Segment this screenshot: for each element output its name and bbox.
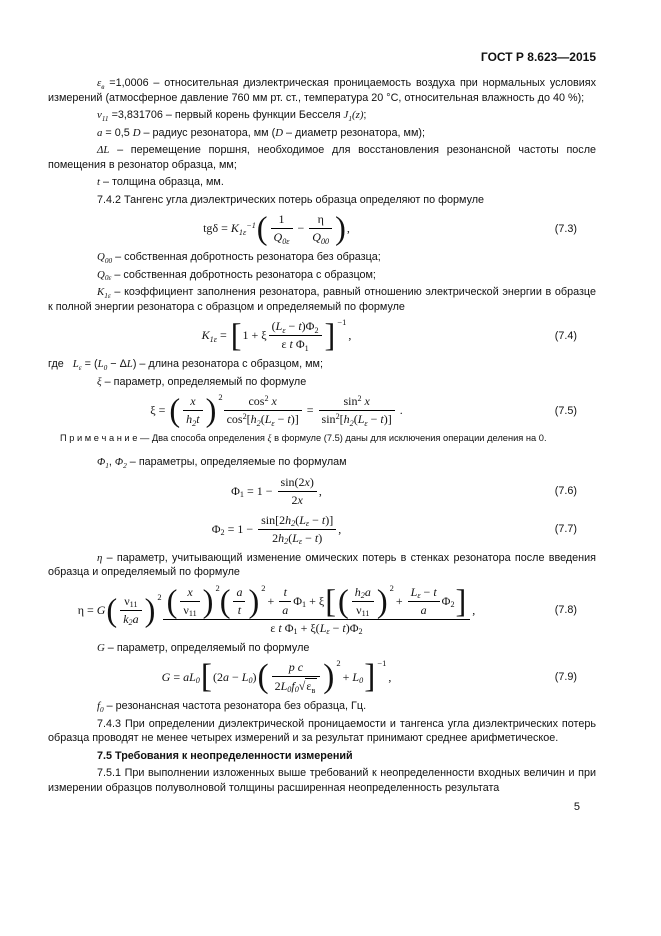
text-run: П р и м е ч а н и е — Два способа определения: [60, 433, 268, 443]
paragraph-phi-params: [48, 455, 596, 470]
math-token: t: [314, 530, 319, 545]
text-run: где: [48, 358, 73, 370]
math-token: $L_0$: [241, 669, 253, 686]
fraction: [183, 394, 202, 427]
math-token: −: [274, 412, 288, 426]
math-token: t: [298, 319, 302, 333]
text-run: ξ: [97, 375, 102, 388]
math-token: $\nu_{11}$: [183, 602, 197, 619]
paragraph-epsilon-air: [48, 76, 596, 105]
math-token: a: [420, 602, 427, 617]
math-token: [: [339, 412, 344, 426]
math-token: +: [392, 593, 406, 608]
math-token: x: [304, 474, 310, 489]
math-token: $K_{1\varepsilon}$: [201, 328, 217, 344]
math-token: −: [285, 319, 299, 333]
math-token: [: [246, 412, 251, 426]
formula-7-7-number: (7.7): [554, 523, 577, 535]
text-run: $\Phi_1$: [97, 456, 109, 470]
text-run: – собственная добротность резонатора без образца;: [112, 251, 381, 263]
text-run: – коэффициент заполнения резонатора, равный отношению электрической энергии в образце к полной энергии резонатора с образцом и определяемый по формуле: [48, 286, 596, 313]
fraction: [224, 394, 302, 427]
math-token: sin(2: [280, 474, 305, 489]
math-token: x: [364, 394, 370, 408]
math-token: ): [301, 319, 306, 333]
paragraph-q0e: [48, 268, 596, 283]
math-token: + ξ: [306, 593, 325, 608]
formula-7-5: [48, 394, 596, 427]
math-token: = 1 −: [243, 483, 276, 498]
math-token: =: [218, 221, 231, 235]
math-token: $L_0$: [352, 669, 364, 686]
math-token: + ξ(: [297, 620, 320, 635]
math-token: t: [321, 512, 326, 527]
math-token: −: [329, 620, 343, 635]
formula-7-5-number: (7.5): [554, 404, 577, 417]
paragraph-xi: [48, 375, 596, 390]
text-run: – перемещение поршня, необходимое для восстановления резонансной частоты после помещения в резонатор образца, мм;: [48, 144, 596, 171]
fenced-group: ( $\frac{a}{t}$ ) 2: [219, 582, 266, 619]
formula-7-9-number: (7.9): [554, 671, 577, 683]
paragraph-thickness-t: [48, 175, 596, 190]
text-run: – диаметр резонатора, мм);: [283, 126, 425, 139]
text-run: 7.5 Требования к неопределенности измерений: [97, 749, 353, 762]
formula-7-8: [48, 582, 596, 637]
formula-7-8-number: (7.8): [554, 604, 577, 616]
fenced-group: ( $\frac{1}{Q_{0\varepsilon}}$ − $\frac{\eta}{Q_{00}}$ ): [256, 210, 346, 247]
math-token: x: [190, 394, 196, 408]
fraction: [180, 585, 199, 618]
formula-7-8-math: [48, 582, 505, 637]
formula-7-9-math: [48, 660, 505, 694]
paragraph-gde-le: [48, 357, 596, 372]
text-run: – резонансная частота резонатора без образца, Гц.: [103, 700, 367, 712]
math-token: 1: [278, 212, 285, 226]
math-token: ,: [472, 602, 476, 617]
formula-7-3-number: (7.3): [554, 222, 577, 235]
math-token: 2: [274, 678, 281, 693]
math-token: ξ =: [150, 403, 169, 417]
math-token: t: [196, 412, 200, 426]
math-token: $L_\varepsilon$: [410, 584, 421, 601]
heading-7-5: [48, 749, 596, 764]
text-run: ξ: [267, 434, 272, 444]
math-token: ε: [281, 337, 290, 351]
math-token: )]: [290, 412, 299, 426]
text-run: – толщина образца, мм.: [100, 176, 224, 188]
fenced-group: ( p c 2 $L_0$ $f_0$ √ $\varepsilon_в$ ) 2: [257, 658, 341, 696]
math-token: $\nu_{11}$: [124, 593, 138, 610]
fenced-group: ( $h_2$ a $\nu_{11}$ ) 2: [338, 582, 394, 619]
math-token: $h_2$: [250, 412, 261, 428]
math-token: $f_0$: [291, 678, 299, 695]
math-token: a: [364, 584, 371, 599]
text-run: ,: [108, 456, 115, 468]
math-token: $L_\varepsilon$: [357, 412, 368, 428]
math-token: $\Phi_2$: [211, 521, 225, 538]
math-token: $K_{1\varepsilon}^{-1}$: [230, 220, 256, 237]
math-token: G: [96, 602, 106, 617]
paragraph-7-4-2: [48, 193, 596, 208]
math-token: x: [297, 492, 303, 507]
paragraph-radius-a: [48, 126, 596, 141]
math-token: $\sin^2$: [321, 411, 340, 426]
math-token: (: [288, 530, 293, 545]
math-token: −: [420, 584, 434, 599]
math-token: $L_\varepsilon$: [264, 412, 275, 428]
math-token: (: [295, 512, 300, 527]
text-run: $K_{1\varepsilon}$: [97, 286, 111, 300]
fraction: [352, 585, 374, 618]
paragraph-nu11-bessel-root: [48, 108, 596, 123]
math-token: −: [228, 669, 242, 684]
math-token: $\Phi_1$: [231, 483, 244, 500]
text-run: – параметр, определяемый по формуле: [104, 641, 310, 654]
text-run: $\varepsilon_в$: [97, 77, 105, 91]
fraction: [233, 585, 245, 618]
text-run: − Δ: [107, 358, 127, 370]
math-token: $h_2$: [278, 530, 289, 547]
math-token: t: [433, 584, 437, 599]
paragraph-g-param: [48, 641, 596, 656]
text-run: $Q_{0\varepsilon}$: [97, 268, 112, 283]
paragraph-7-4-3: [48, 717, 596, 746]
math-token: (2: [212, 669, 223, 684]
text-run: = (: [81, 358, 98, 370]
fraction: [163, 582, 471, 637]
math-token: =: [170, 669, 184, 684]
text-run: в формуле (7.5) даны для исключения операции деления на 0.: [271, 433, 547, 443]
fraction: [271, 212, 293, 245]
formula-7-3: [48, 212, 596, 245]
math-token: ): [318, 530, 323, 545]
math-token: t: [287, 412, 291, 426]
formula-7-7-math: [48, 513, 505, 546]
math-token: $\Phi_1$: [293, 593, 307, 610]
math-token: )$\Phi_2$: [345, 620, 363, 637]
text-run: =1,0006 – относительная диэлектрическая проницаемость воздуха при нормальных условиях измерений (атмосферное давление 760 мм рт. ст., температура 20 °С, относительная влажность до 40 %);: [48, 77, 596, 104]
math-token: −: [294, 221, 308, 235]
math-token: $L_\varepsilon$: [275, 319, 286, 335]
math-token: $L_\varepsilon$: [299, 512, 310, 529]
formula-7-7: [48, 513, 596, 546]
math-token: ): [309, 474, 314, 489]
math-token: p c: [288, 660, 304, 674]
text-run: – параметр, определяемый по формуле: [101, 375, 307, 388]
math-token: δ: [212, 221, 219, 235]
math-token: tg: [203, 221, 213, 235]
fraction: [309, 212, 332, 245]
math-token: .: [396, 403, 403, 417]
text-run: – параметр, учитывающий изменение омических потерь в стенках резонатора после введения образца и определяемый по формуле: [48, 551, 596, 578]
fenced-group: ( x $h_2$ t ) 2: [169, 392, 223, 429]
paragraph-k1e: [48, 285, 596, 314]
math-token: ,: [345, 328, 352, 342]
fraction: [269, 319, 322, 352]
text-run: G: [97, 641, 105, 654]
text-run: D: [275, 126, 283, 139]
fenced-group: ( $\frac{x}{\nu_{11}}$ ) 2: [166, 582, 220, 619]
math-token: ): [252, 669, 257, 684]
text-run: $L_0$: [97, 358, 108, 372]
math-token: $\Phi_2$: [441, 593, 455, 610]
math-token: $\sin^2$: [343, 393, 362, 408]
text-run: $J_1$: [343, 109, 353, 123]
math-token: t: [380, 412, 384, 426]
formula-7-6: [48, 475, 596, 508]
text-run: $Q_{00}$: [97, 251, 113, 265]
text-run: D: [132, 126, 141, 139]
fenced-group: ( $\nu_{11}$ $k_2$ a ) 2: [106, 591, 162, 628]
math-token: $\Phi_1$: [292, 337, 309, 353]
note-division-by-zero: [48, 432, 596, 446]
math-token: (: [271, 319, 276, 333]
math-token: =: [303, 403, 317, 417]
paragraph-delta-l: [48, 143, 596, 172]
math-token: $Q_{00}$: [312, 230, 330, 246]
formula-7-4: [48, 319, 596, 352]
math-token: $\nu_{11}$: [356, 602, 370, 619]
formula-7-6-number: (7.6): [554, 485, 577, 497]
formula-7-4-number: (7.4): [554, 329, 577, 342]
text-run: (z): [352, 109, 364, 121]
math-token: $\varepsilon_в$: [306, 679, 316, 695]
paragraph-f0: [48, 699, 596, 714]
math-token: (: [353, 412, 358, 426]
math-token: t: [237, 602, 242, 617]
text-run: ΔL: [97, 144, 110, 156]
math-token: x: [271, 394, 277, 408]
text-run: $\Phi_2$: [114, 456, 127, 470]
math-token: $\Phi_1$: [281, 620, 298, 637]
fraction: [319, 394, 395, 427]
math-token: η =: [77, 602, 97, 617]
page-header-standard-number: ГОСТ Р 8.623—2015: [480, 50, 596, 64]
math-token: a: [222, 669, 229, 684]
math-token: $L_0$: [189, 669, 200, 686]
square-root: √ $\varepsilon_в$: [298, 679, 316, 695]
math-token: $h_2$: [186, 412, 197, 428]
math-token: G: [161, 669, 171, 684]
fenced-group: [ ( $h_2$ a $\nu_{11}$ ) 2 + $L_\varepsilon$ − t a $\Phi_2$ ]: [325, 582, 467, 619]
paragraph-q00: [48, 250, 596, 265]
fenced-group: [ (2 a − $L_0$ ) ( p c 2 $L_0$ $f_0$ √ $\varepsilon_в$ ) 2 + $L_0$ ] −1: [200, 658, 387, 696]
math-token: t: [289, 337, 293, 351]
math-token: t: [278, 620, 282, 635]
math-token: $\Phi_2$: [305, 319, 319, 335]
text-run: ) – длина резонатора с образцом, мм;: [132, 358, 323, 370]
math-token: (: [260, 412, 265, 426]
math-token: ,: [385, 669, 392, 684]
fraction: [258, 513, 336, 546]
paragraph-7-5-1: [48, 766, 596, 795]
text-run: = 0,5: [102, 126, 133, 139]
fraction: [279, 585, 291, 618]
text-run: $f_0$: [97, 700, 104, 714]
formula-7-4-math: [48, 319, 505, 352]
text-run: 7.4.2 Тангенс угла диэлектрических потерь образца определяют по формуле: [97, 193, 485, 206]
math-token: a: [183, 669, 190, 684]
text-run: – собственная добротность резонатора с образцом;: [111, 268, 376, 281]
math-token: 1 + ξ: [242, 328, 267, 342]
text-run: $L_\varepsilon$: [72, 358, 82, 372]
text-run: a: [97, 126, 103, 139]
math-token: 2: [291, 492, 298, 507]
math-token: )]: [383, 412, 392, 426]
math-token: +: [264, 593, 278, 608]
math-token: ,: [318, 483, 322, 498]
text-run: $\nu_{11}$: [97, 109, 109, 123]
math-token: ,: [338, 521, 342, 536]
text-run: – параметры, определяемые по формулам: [126, 456, 347, 468]
math-token: $L_\varepsilon$: [292, 530, 303, 547]
formula-7-6-math: [48, 475, 505, 508]
math-token: x: [187, 584, 193, 599]
math-token: $h_2$: [285, 512, 296, 529]
math-token: $\cos^2$: [248, 393, 269, 408]
math-token: −: [367, 412, 381, 426]
math-token: = 1 −: [224, 521, 257, 536]
text-run: L: [126, 358, 133, 370]
fraction: [272, 660, 321, 694]
math-token: 2: [272, 530, 279, 545]
fraction: [120, 594, 141, 627]
text-run: 7.4.3 При определении диэлектрической проницаемости и тангенса угла диэлектрических потерь образца проводят не менее четырех измерений и за результат принимают среднее арифметическое.: [48, 717, 596, 744]
math-token: a: [132, 611, 139, 626]
math-token: −: [302, 530, 315, 545]
math-token: $h_2$: [343, 412, 354, 428]
math-token: t: [283, 584, 287, 599]
fraction: [408, 585, 440, 618]
fenced-group: [ 1 + ξ ( $L_\varepsilon$ − t ) $\Phi_2$ ε t $\Phi_1$ ] −1: [230, 317, 347, 354]
math-token: ,: [346, 221, 350, 235]
math-token: a: [236, 584, 243, 599]
math-token: $\cos^2$: [226, 411, 247, 426]
math-token: $h_2$: [354, 584, 365, 601]
formula-7-9: [48, 660, 596, 694]
math-token: a: [282, 602, 289, 617]
text-run: η: [97, 551, 103, 564]
math-token: =: [216, 328, 230, 342]
text-run: 7.5.1 При выполнении изложенных выше требований к неопределенности входных величин и при измерении образцов полуволновой толщины расширенная неопределенность результата: [48, 767, 596, 794]
math-token: ε: [270, 620, 279, 635]
math-token: $L_0$: [280, 678, 292, 695]
math-token: )]: [325, 512, 334, 527]
fraction: [278, 475, 317, 508]
text-run: – радиус резонатора, мм (: [140, 126, 276, 139]
text-run: t: [97, 176, 100, 188]
math-token: −: [309, 512, 322, 527]
math-token: t: [342, 620, 346, 635]
formula-7-5-math: [48, 394, 505, 427]
math-token: $Q_{0\varepsilon}$: [273, 230, 290, 246]
math-token: $L_\varepsilon$: [319, 620, 330, 637]
math-token: $k_2$: [123, 611, 133, 628]
text-run: =3,831706 – первый корень функции Бесселя: [108, 109, 344, 121]
formula-7-3-math: [48, 212, 505, 245]
math-token: sin[2: [261, 512, 286, 527]
paragraph-eta: [48, 551, 596, 580]
math-token: η: [317, 212, 324, 226]
page-number: 5: [573, 801, 580, 813]
text-run: ;: [363, 109, 367, 121]
math-token: +: [339, 669, 353, 684]
